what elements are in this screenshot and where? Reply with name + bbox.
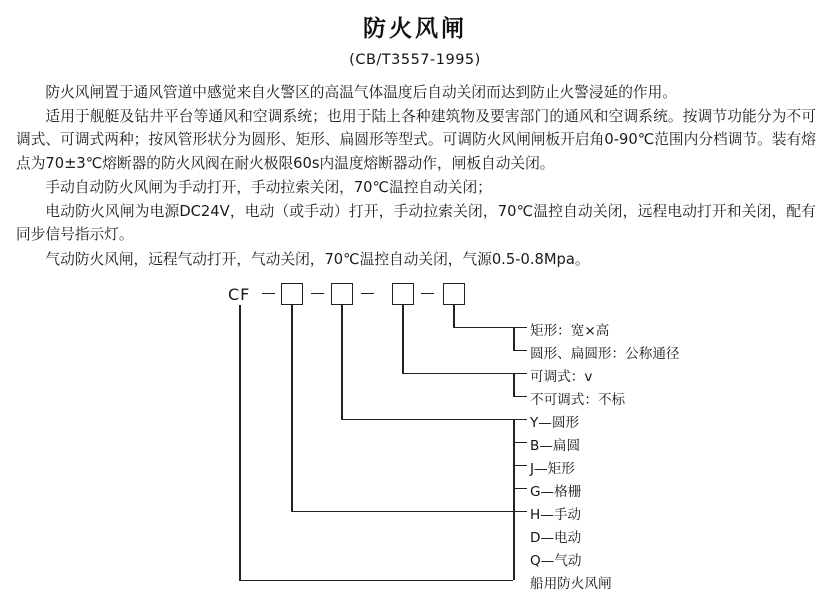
code-dash-1 — [262, 293, 275, 295]
page-title: 防火风闸 — [363, 16, 467, 42]
paragraph-5: 气动防火风闸，远程气动打开，气动关闭，70℃温控自动关闭，气源0.5-0.8Mpa。 — [45, 250, 590, 268]
standard-code: (CB/T3557-1995) — [349, 52, 481, 68]
connector-group4-leaf1 — [513, 465, 527, 467]
legend-item-2: 圆形、扁圆形：公称通径 — [530, 345, 680, 362]
connector-tail-bracket — [513, 511, 515, 580]
legend-item-11: Q—气动 — [530, 552, 582, 569]
connector-group4-leaf2 — [513, 488, 527, 490]
connector-box1-vertical — [291, 305, 293, 511]
code-dash-4 — [421, 293, 434, 295]
connector-box3-vertical — [402, 305, 404, 373]
connector-box3-horizontal — [402, 373, 513, 375]
legend-item-8: G—格栅 — [530, 483, 582, 500]
code-row — [0, 283, 830, 313]
code-box-4 — [443, 283, 465, 305]
legend-item-1: 矩形：宽×高 — [530, 322, 610, 339]
paragraph-1: 防火风闸置于通风管道中感觉来自火警区的高温气体温度后自动关闭而达到防止火警浸延的作用。 — [45, 84, 677, 101]
legend-item-7: J—矩形 — [530, 460, 575, 477]
legend-item-5: Y—圆形 — [530, 414, 580, 431]
connector-group2-leaf2 — [513, 396, 527, 398]
paragraph-4: 电动防火风闸为电源DC24V，电动（或手动）打开，手动拉索关闭，70℃温控自动关闭，远程电动打开和关闭，配有同步信号指示灯。 — [16, 203, 816, 244]
code-box-3 — [392, 283, 414, 305]
connector-box2-horizontal — [341, 419, 513, 421]
code-dash-2 — [311, 293, 324, 295]
paragraph-2: 适用于舰艇及钻井平台等通风和空调系统；也用于陆上各种建筑物及要害部门的通风和空调系统。按调节功能分为不可调式、可调式两种；按风管形状分为圆形、矩形、扁圆形等型式。可调防火风闸闸板开启角0-90℃范围内分档调节。装有熔点为70±3℃熔断器的防火风阀在耐火极限60s内温度熔断器动作，闸板自动关闭。 — [16, 108, 816, 172]
connector-prefix-horizontal — [239, 580, 513, 582]
document-page — [0, 10, 830, 597]
connector-box4-vertical — [453, 305, 455, 327]
body-text — [0, 81, 830, 271]
connector-group3-leaf1 — [513, 419, 527, 421]
connector-group1-bracket — [513, 327, 515, 351]
code-dash-3 — [361, 293, 374, 295]
connector-prefix-vertical — [239, 305, 241, 580]
legend-item-6: B—扁圆 — [530, 437, 581, 454]
model-code-diagram — [0, 283, 830, 592]
code-box-2 — [331, 283, 353, 305]
connector-box1-horizontal — [291, 511, 513, 513]
code-prefix: CF — [228, 284, 251, 304]
connector-group1-leaf2 — [513, 350, 527, 352]
connector-box2-vertical — [341, 305, 343, 419]
connector-group2-bracket — [513, 373, 515, 397]
connector-group2-leaf1 — [513, 373, 527, 375]
connector-group1-leaf1 — [513, 327, 527, 329]
code-box-1 — [281, 283, 303, 305]
legend-item-4: 不可调式：不标 — [530, 391, 626, 408]
legend-item-3: 可调式：v — [530, 368, 593, 385]
legend-item-12: 船用防火风闸 — [530, 575, 612, 592]
legend-item-9: H—手动 — [530, 506, 582, 523]
connector-box4-horizontal — [453, 327, 513, 329]
paragraph-3: 手动自动防火风闸为手动打开，手动拉索关闭，70℃温控自动关闭； — [45, 178, 492, 196]
connector-group4-leaf3 — [513, 511, 527, 513]
legend-item-10: D—电动 — [530, 529, 582, 546]
connector-group3-leaf2 — [513, 442, 527, 444]
